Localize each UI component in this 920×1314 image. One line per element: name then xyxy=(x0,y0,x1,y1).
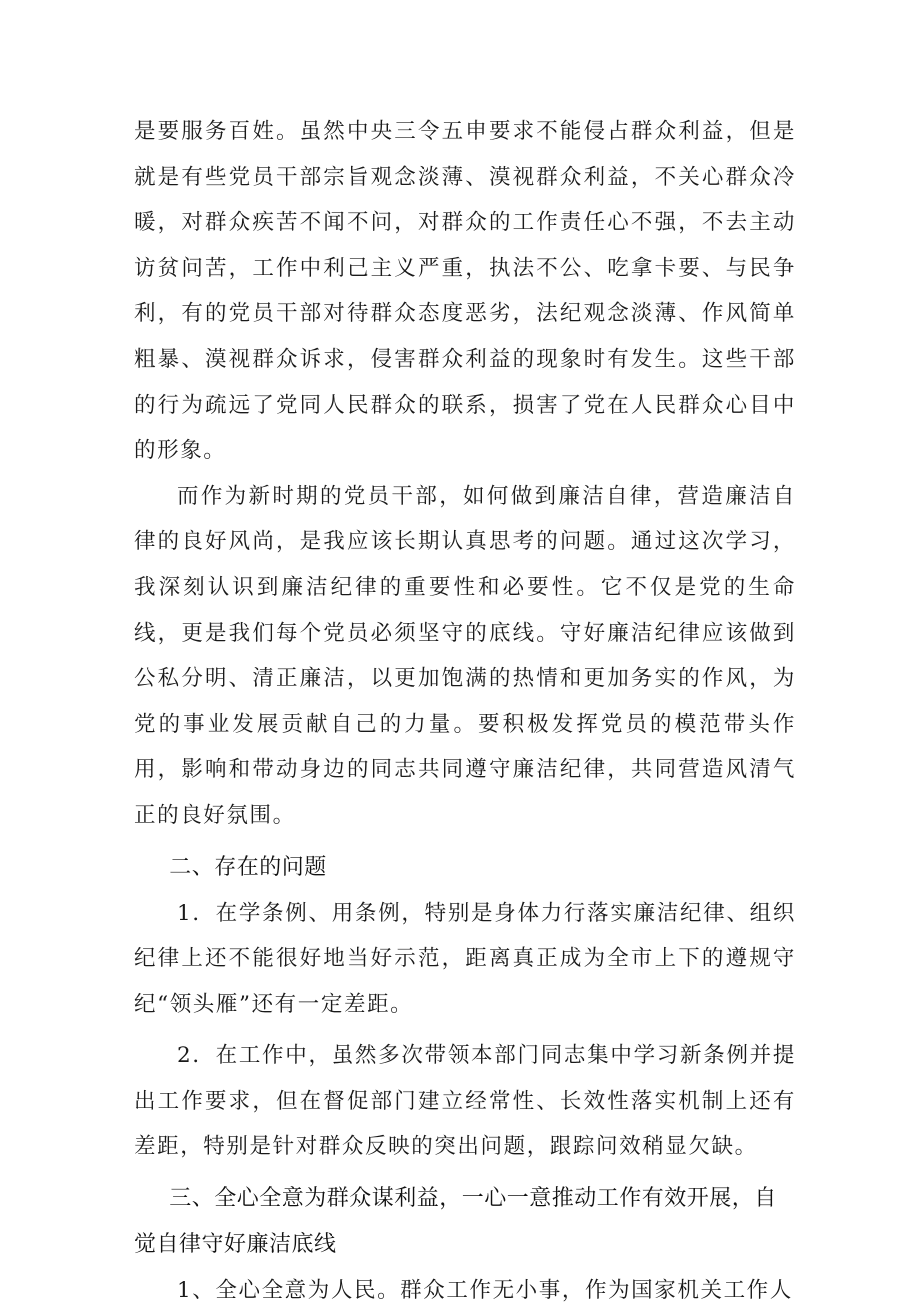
section-heading-serve-people: 三、全心全意为群众谋利益，一心一意推动工作有效开展，自觉自律守好廉洁底线 xyxy=(134,1186,777,1258)
serve-item-1: 1、全心全意为人民。群众工作无小事，作为国家机关工作人 xyxy=(177,1278,793,1304)
paragraph-continuation: 是要服务百姓。虽然中央三令五申要求不能侵占群众利益，但是就是有些党员干部宗旨观念淡薄、漠视群众利益，不关心群众冷暖，对群众疾苦不闻不问，对群众的工作责任心不强，不去主动访贫问苦，工作中利己主义严重，执法不公、吃拿卡要、与民争利，有的党员干部对待群众态度恶劣，法纪观念淡薄、作风简单粗暴、漠视群众诉求，侵害群众利益的现象时有发生。这些干部的行为疏远了党同人民群众的联系，损害了党在人民群众心目中的形象。 xyxy=(134,119,796,464)
problem-item-1: 1．在学条例、用条例，特别是身体力行落实廉洁纪律、组织纪律上还不能很好地当好示范，距离真正成为全市上下的遵规守纪“领头雁”还有一定差距。 xyxy=(134,900,796,1017)
paragraph-integrity: 而作为新时期的党员干部，如何做到廉洁自律，营造廉洁自律的良好风尚，是我应该长期认真思考的问题。通过这次学习，我深刻认识到廉洁纪律的重要性和必要性。它不仅是党的生命线，更是我们每个党员必须坚守的底线。守好廉洁纪律应该做到公私分明、清正廉洁，以更加饱满的热情和更加务实的作风，为党的事业发展贡献自己的力量。要积极发挥党员的模范带头作用，影响和带动身边的同志共同遵守廉洁纪律，共同营造风清气正的良好氛围。 xyxy=(134,483,796,828)
problem-item-2: 2．在工作中，虽然多次带领本部门同志集中学习新条例并提出工作要求，但在督促部门建立经常性、长效性落实机制上还有差距，特别是针对群众反映的突出问题，跟踪问效稍显欠缺。 xyxy=(134,1043,796,1160)
document-body xyxy=(134,109,796,1314)
section-heading-problems: 二、存在的问题 xyxy=(169,854,327,880)
